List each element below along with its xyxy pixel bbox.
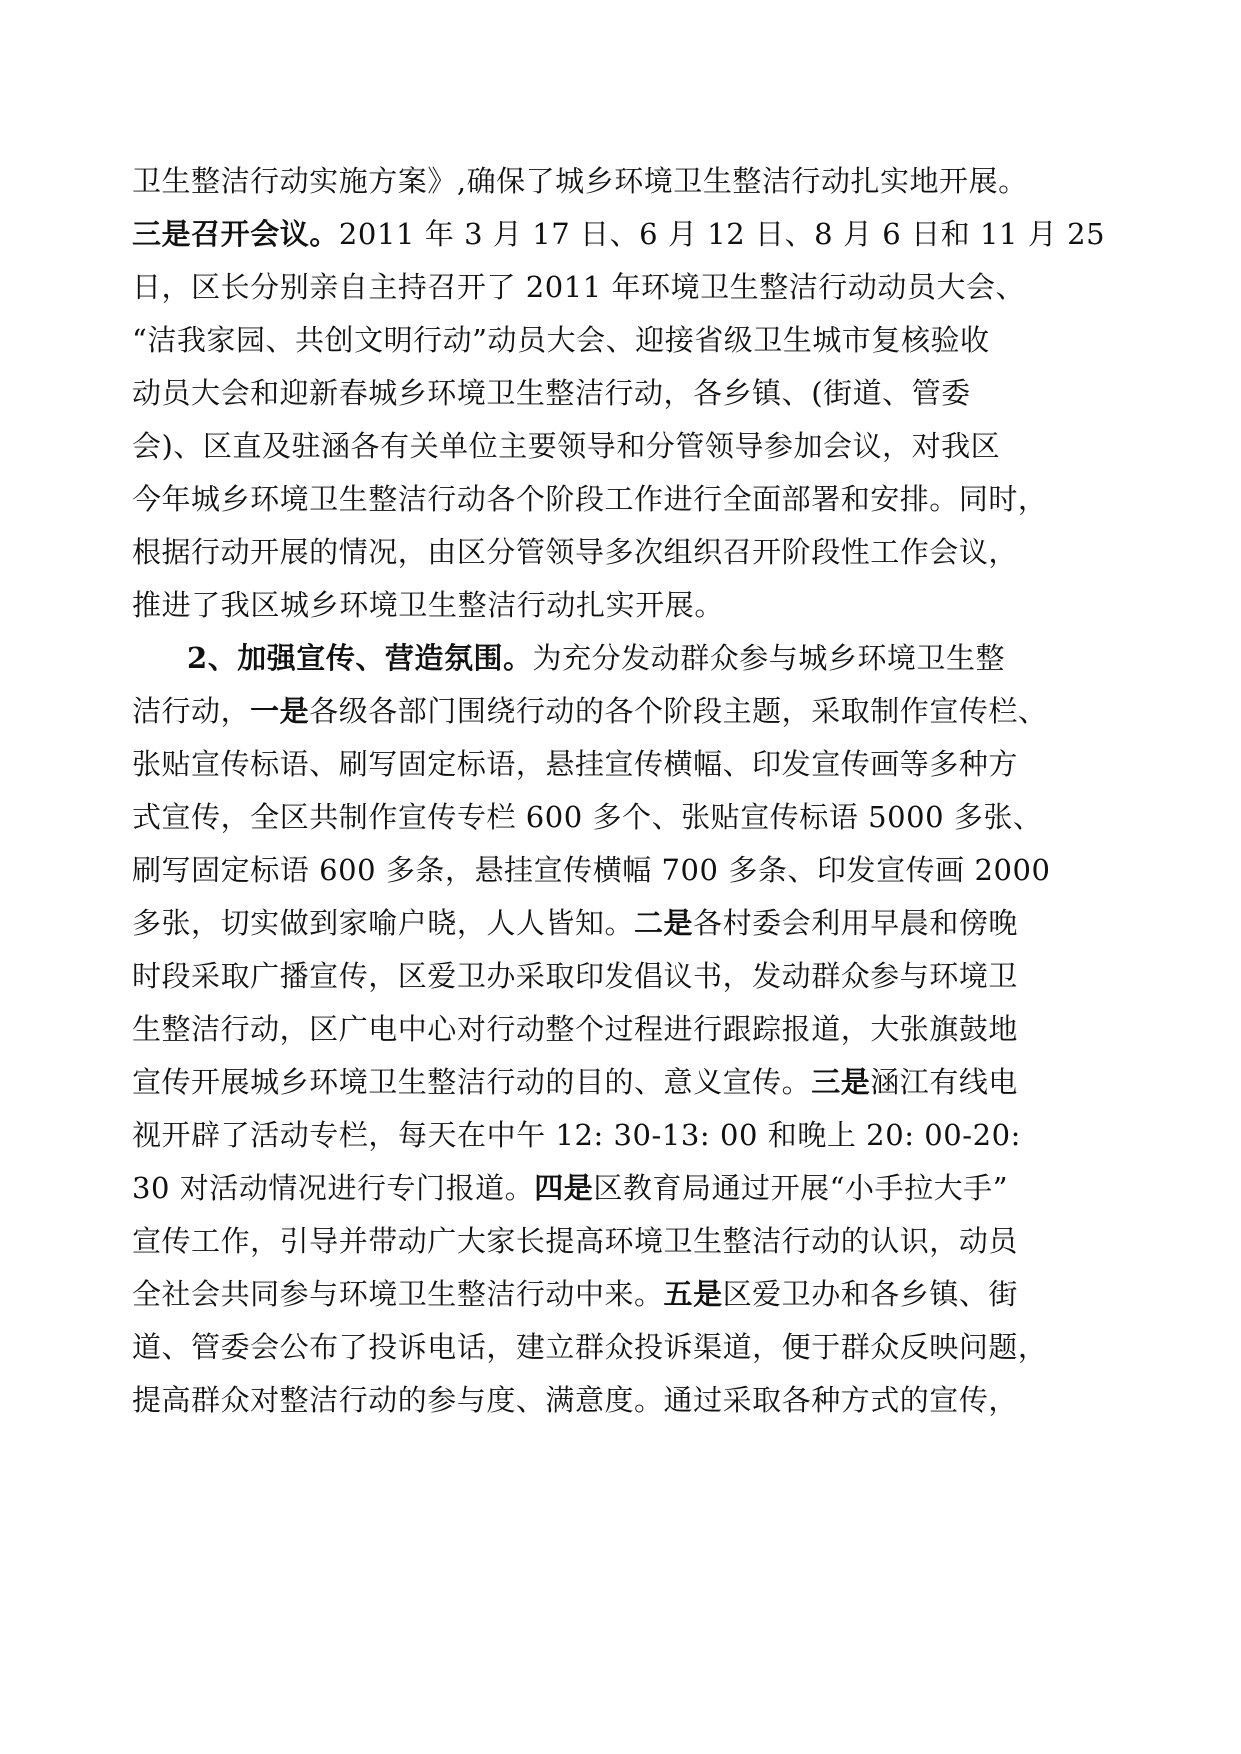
body-text-segment: 多张，切实做到家喻户晓，人人皆知。 [132,906,635,940]
body-text-segment: 日，区长分别亲自主持召开了 2011 年环境卫生整洁行动动员大会、 [132,270,1026,304]
bold-heading-text: 2、加强宣传、营造氛围。 [187,641,533,675]
text-line [132,1109,1112,1162]
bold-heading-text: 五是 [663,1277,723,1311]
body-text-segment: 宣传开展城乡环境卫生整洁行动的目的、意义宣传。 [132,1065,812,1099]
text-line [132,261,1112,314]
text-line [132,1215,1112,1268]
body-text-segment: 宣传工作，引导并带动广大家长提高环境卫生整洁行动的认识，动员 [132,1224,1018,1258]
body-text-segment: 生整洁行动，区广电中心对行动整个过程进行跟踪报道，大张旗鼓地 [132,1012,1018,1046]
body-text-segment: 卫生整洁行动实施方案》,确保了城乡环境卫生整洁行动扎实地开展。 [132,164,1028,198]
bold-heading-text: 三是召开会议。 [132,217,339,251]
body-text-segment: 今年城乡环境卫生整洁行动各个阶段工作进行全面部署和安排。同时， [132,482,1048,516]
bold-heading-text: 二是 [634,906,694,940]
body-text-segment: 30 对活动情况进行专门报道。 [132,1171,535,1205]
body-text-segment: “洁我家园、共创文明行动”动员大会、迎接省级卫生城市复核验收 [132,323,990,357]
bold-heading-text: 一是 [250,694,310,728]
text-line [132,738,1112,791]
text-line [132,526,1112,579]
body-text-segment: 道、管委会公布了投诉电话，建立群众投诉渠道，便于群众反映问题， [132,1330,1048,1364]
body-text-segment: 涵江有线电 [870,1065,1018,1099]
body-text-segment: 区教育局通过开展“小手拉大手” [593,1171,1009,1205]
body-text-segment: 刷写固定标语 600 多条，悬挂宣传横幅 700 多条、印发宣传画 2000 [132,853,1051,887]
body-text-segment: 视开辟了活动专栏，每天在中午 12: 30-13: 00 和晚上 20: 00-20: [132,1118,1021,1152]
text-line [132,1003,1112,1056]
body-text-segment: 推进了我区城乡环境卫生整洁行动扎实开展。 [132,588,725,622]
body-text-segment: 洁行动， [132,694,251,728]
body-text-segment: 张贴宣传标语、刷写固定标语，悬挂宣传横幅、印发宣传画等多种方 [132,747,1018,781]
text-line [132,844,1112,897]
text-line [132,155,1112,208]
body-text-segment: 全社会共同参与环境卫生整洁行动中来。 [132,1277,664,1311]
text-line [132,473,1112,526]
body-text-segment: 各村委会利用早晨和傍晚 [693,906,1018,940]
bold-heading-text: 三是 [811,1065,871,1099]
text-line [132,1321,1112,1374]
body-text-segment: 会)、区直及驻涵各有关单位主要领导和分管领导参加会议，对我区 [132,429,1001,463]
text-line [132,1162,1112,1215]
text-line [132,579,1112,632]
body-text [132,155,1112,1427]
body-text-segment: 2011 年 3 月 17 日、6 月 12 日、8 月 6 日和 11 月 25 [338,217,1106,251]
text-line [132,897,1112,950]
text-line [132,1268,1112,1321]
text-line [132,208,1112,261]
body-text-segment: 各级各部门围绕行动的各个阶段主题，采取制作宣传栏、 [309,694,1048,728]
bold-heading-text: 四是 [534,1171,594,1205]
body-text-segment: 根据行动开展的情况，由区分管领导多次组织召开阶段性工作会议， [132,535,1018,569]
body-text-segment: 式宣传，全区共制作宣传专栏 600 多个、张贴宣传标语 5000 多张、 [132,800,1043,834]
body-text-segment: 提高群众对整洁行动的参与度、满意度。通过采取各种方式的宣传， [132,1383,1018,1417]
body-text-segment: 动员大会和迎新春城乡环境卫生整洁行动，各乡镇、(街道、管委 [132,376,971,410]
text-line [132,632,1112,685]
text-line [132,791,1112,844]
text-line [132,950,1112,1003]
text-line [132,420,1112,473]
text-line [132,314,1112,367]
text-line [132,1056,1112,1109]
text-line [132,685,1112,738]
body-text-segment: 区爱卫办和各乡镇、街 [722,1277,1018,1311]
text-line [132,1374,1112,1427]
text-line [132,367,1112,420]
body-text-segment: 为充分发动群众参与城乡环境卫生整 [532,641,1006,675]
body-text-segment: 时段采取广播宣传，区爱卫办采取印发倡议书，发动群众参与环境卫 [132,959,1018,993]
